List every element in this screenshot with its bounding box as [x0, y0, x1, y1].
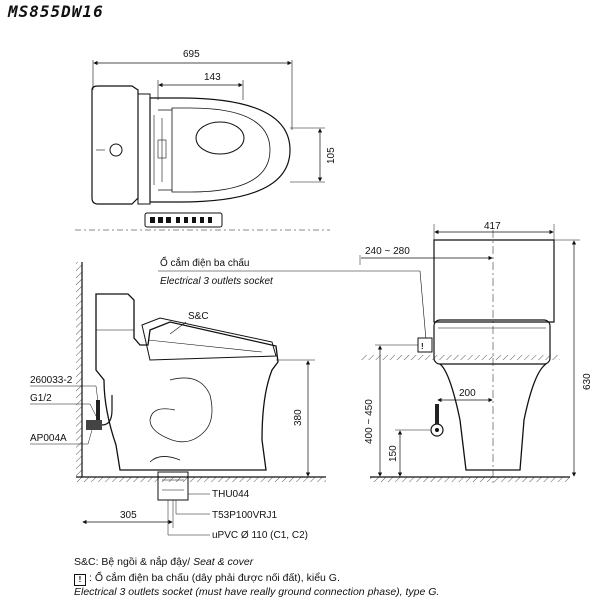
outlet-pipe	[158, 472, 188, 500]
tank-front	[434, 240, 554, 322]
part-upvc: uPVC Ø 110 (C1, C2)	[212, 530, 308, 541]
top-view	[75, 49, 337, 230]
dim-695: 695	[183, 49, 200, 60]
dim-417: 417	[484, 221, 501, 232]
part-thu044: THU044	[212, 489, 250, 500]
dim-143: 143	[204, 72, 221, 83]
svg-text:!: !	[421, 342, 424, 351]
dim-400-450: 400 ~ 450	[364, 399, 375, 444]
legend-socket	[74, 572, 439, 599]
legend-seat-cover	[74, 556, 253, 569]
dim-380: 380	[293, 409, 304, 426]
legend-sc-en: Seat & cover	[193, 556, 254, 568]
dim-240-280: 240 ~ 280	[365, 246, 410, 257]
socket-label-vi: Ổ cắm điện ba chấu	[160, 258, 250, 269]
label-sc: S&C	[188, 311, 209, 322]
tank-top	[92, 86, 138, 204]
dim-630: 630	[582, 373, 593, 390]
legend-socket-vi: : Ổ cắm điện ba chấu (dây phải được nối đất), kiểu G.	[89, 572, 340, 584]
legend-socket-en: Electrical 3 outlets socket (must have really ground connection phase), type G.	[74, 586, 440, 598]
part-260033-2: 260033-2	[30, 375, 73, 386]
part-t53p100vrj1: T53P100VRJ1	[212, 510, 278, 521]
socket-warning-icon: !	[74, 574, 86, 586]
dim-200: 200	[459, 388, 476, 399]
toilet-side-outline	[96, 294, 278, 470]
side-view	[30, 256, 426, 541]
socket-label-en: Electrical 3 outlets socket	[160, 276, 273, 287]
part-ap004a: AP004A	[30, 433, 67, 444]
legend-sc-vi: S&C: Bệ ngồi & nắp đậy/	[74, 556, 191, 568]
seat-outline	[150, 98, 290, 202]
dim-150: 150	[388, 445, 399, 462]
part-g12: G1/2	[30, 393, 52, 404]
model-title: MS855DW16	[8, 2, 104, 21]
seat-cover	[142, 318, 276, 360]
dim-105: 105	[326, 147, 337, 164]
dim-305: 305	[120, 510, 137, 521]
flush-button	[110, 144, 122, 156]
front-view	[360, 221, 593, 485]
bowl-opening	[196, 122, 244, 154]
